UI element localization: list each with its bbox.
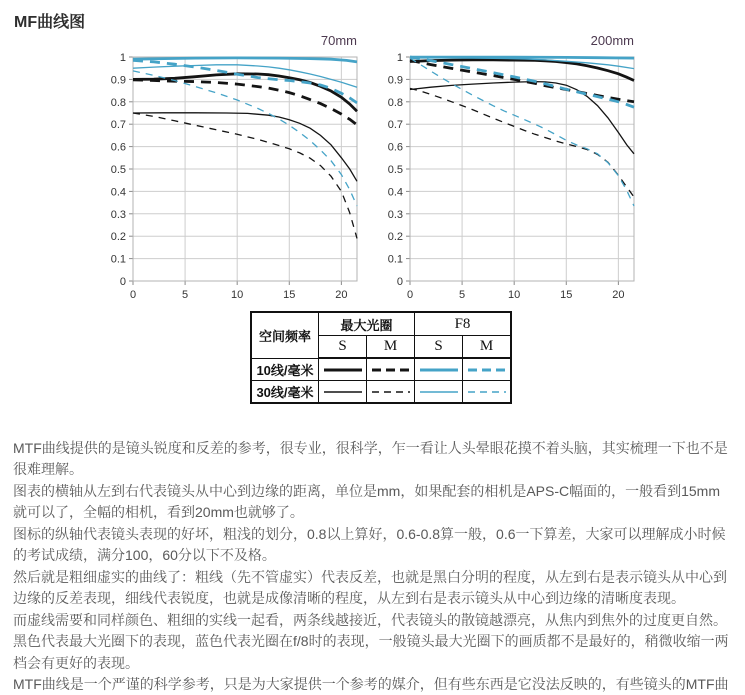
- line-sample-30-black-solid: [319, 381, 366, 402]
- svg-text:0.7: 0.7: [110, 119, 126, 132]
- svg-text:0.9: 0.9: [110, 74, 126, 87]
- svg-text:0.7: 0.7: [387, 119, 403, 132]
- svg-text:5: 5: [459, 289, 466, 300]
- description-line: 就可以了，全幅的相机，看到20mm也就够了。: [13, 504, 304, 521]
- mtf-legend-table: [250, 311, 512, 404]
- description-line: 很难理解。: [13, 461, 83, 478]
- svg-text:5: 5: [182, 289, 189, 300]
- mtf-chart-200mm: [370, 28, 640, 300]
- description-line: 边缘的反差表现，细线代表锐度，也就是成像清晰的程度，从左到右是表示镜头从中心到边缘的清晰度表现。: [13, 590, 685, 607]
- description-line: 档会有更好的表现。: [13, 654, 139, 671]
- svg-text:0: 0: [406, 289, 414, 300]
- svg-text:0: 0: [119, 276, 126, 288]
- legend-f8-label: F8: [415, 312, 512, 336]
- description-line: 的考试成绩，满分100，60分以下不及格。: [13, 547, 276, 564]
- svg-text:0.8: 0.8: [110, 96, 126, 109]
- line-sample-30-black-dashed: [367, 381, 414, 402]
- page-title: MF曲线图: [14, 14, 86, 31]
- svg-text:0.5: 0.5: [110, 164, 126, 176]
- legend-col-s-label: S: [415, 336, 463, 359]
- legend-col-m-label: M: [463, 336, 512, 359]
- svg-text:0.2: 0.2: [110, 231, 126, 244]
- legend-max-aperture-label: 最大光圈: [319, 312, 415, 336]
- svg-text:10: 10: [508, 289, 521, 300]
- svg-text:70mm: 70mm: [320, 33, 357, 48]
- line-sample-30-blue-dashed: [463, 381, 510, 402]
- svg-text:0.5: 0.5: [387, 164, 403, 176]
- description-line: 图标的纵轴代表镜头表现的好坏，粗浅的划分，0.8以上算好，0.6-0.8算一般，0.6一下算差，大家可以理解成小时候: [13, 525, 726, 542]
- svg-text:0: 0: [396, 276, 403, 288]
- description-line: MTF曲线是一个严谨的科学参考，只是为大家提供一个参考的媒介，但有些东西是它没法反映的，有些镜头的MTF曲: [13, 675, 729, 692]
- legend-spatial-frequency-label: 空间频率: [251, 312, 319, 358]
- svg-text:0.9: 0.9: [387, 74, 403, 87]
- svg-text:0.1: 0.1: [110, 253, 126, 266]
- description-line: 而虚线需要和同样颜色、粗细的实线一起看，两条线越接近，代表镜头的散镜越漂亮，从焦内到焦外的过度更自然。: [13, 611, 727, 628]
- svg-text:0.4: 0.4: [387, 186, 403, 199]
- svg-text:0.6: 0.6: [110, 141, 126, 154]
- line-sample-10-blue-solid: [415, 359, 462, 380]
- line-sample-10-black-dashed: [367, 359, 414, 380]
- legend-row-30lines-label: 30线/毫米: [251, 381, 319, 404]
- description-line: 黑色代表最大光圈下的表现，蓝色代表光圈在f/8时的表现，一般镜头最大光圈下的画质都不是最好的，稍微收缩一两: [13, 633, 729, 650]
- description-line: 图表的横轴从左到右代表镜头从中心到边缘的距离，单位是mm，如果配套的相机是APS-C幅面的，一般看到15mm: [13, 482, 721, 499]
- svg-text:1: 1: [396, 52, 403, 64]
- svg-text:0.6: 0.6: [387, 141, 403, 154]
- svg-text:0.2: 0.2: [387, 231, 403, 244]
- line-sample-10-blue-dashed: [463, 359, 510, 380]
- svg-text:1: 1: [119, 52, 126, 64]
- svg-text:15: 15: [283, 289, 296, 300]
- description-line: MTF曲线提供的是镜头锐度和反差的参考，很专业，很科学，乍一看让人头晕眼花摸不着头脑，其实梳理一下也不是: [13, 440, 728, 456]
- legend-row-10lines-label: 10线/毫米: [251, 358, 319, 381]
- legend-col-m-label: M: [367, 336, 415, 359]
- svg-text:20: 20: [612, 289, 625, 300]
- svg-text:10: 10: [231, 289, 244, 300]
- legend-col-s-label: S: [319, 336, 367, 359]
- svg-text:0.3: 0.3: [110, 208, 126, 221]
- svg-text:200mm: 200mm: [590, 33, 634, 48]
- line-sample-30-blue-solid: [415, 381, 462, 402]
- svg-text:20: 20: [335, 289, 348, 300]
- svg-text:0.3: 0.3: [387, 208, 403, 221]
- description-text: [13, 438, 745, 695]
- svg-text:0: 0: [129, 289, 137, 300]
- svg-text:15: 15: [560, 289, 573, 300]
- description-line: 然后就是粗细虚实的曲线了：粗线（先不管虚实）代表反差，也就是黑白分明的程度，从左到右是表示镜头从中心到: [13, 568, 727, 585]
- mtf-chart-70mm: [93, 28, 363, 300]
- svg-text:0.8: 0.8: [387, 96, 403, 109]
- line-sample-10-black-solid: [319, 359, 366, 380]
- svg-text:0.4: 0.4: [110, 186, 126, 199]
- svg-text:0.1: 0.1: [387, 253, 403, 266]
